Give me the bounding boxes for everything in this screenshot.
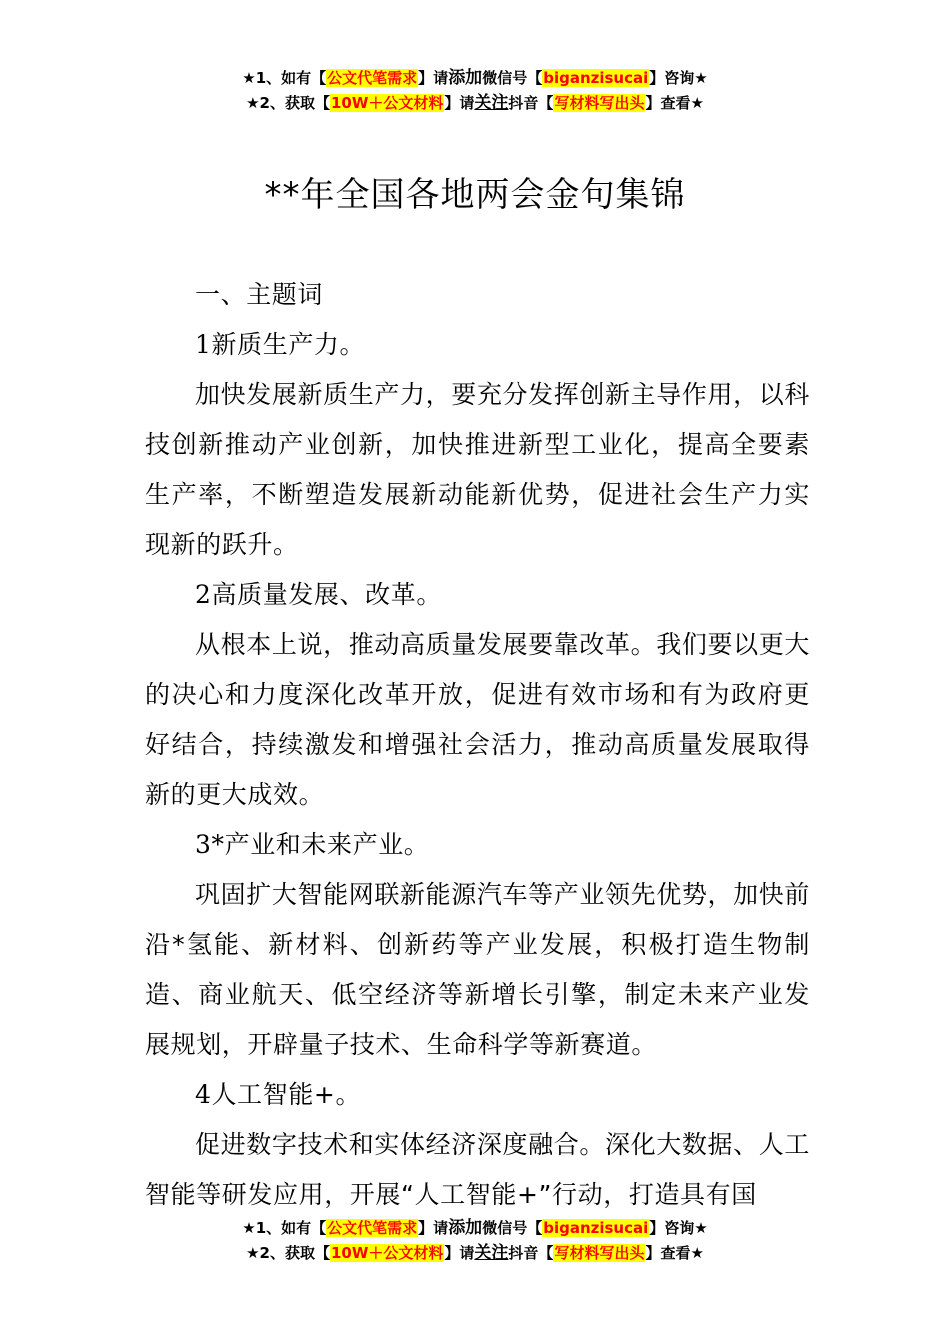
item-paragraph: 从根本上说，推动高质量发展要靠改革。我们要以更大的决心和力度深化改革开放，促进有效市场和有为政府更好结合，持续激发和增强社会活力，推动高质量发展取得新的更大成效。 — [145, 630, 810, 809]
promo-line-2: ★2、获取【10W＋公文材料】请关注抖音【写材料写出头】查看★ — [246, 93, 704, 113]
highlight-service: 公文代笔需求 — [327, 1219, 418, 1237]
item-heading: 4人工智能+。 — [195, 1080, 362, 1109]
section-heading: 一、主题词 — [195, 280, 324, 309]
promo-line-1: ★1、如有【公文代笔需求】请添加微信号【biganzisucai】咨询★ — [242, 68, 708, 88]
promo-banner-header — [0, 66, 950, 116]
item-heading: 2高质量发展、改革。 — [195, 580, 442, 609]
item-heading: 3*产业和未来产业。 — [195, 830, 430, 859]
promo-line-2: ★2、获取【10W＋公文材料】请关注抖音【写材料写出头】查看★ — [246, 1243, 704, 1263]
item-number: 4 — [195, 1080, 212, 1109]
document-body — [145, 270, 810, 1220]
item-paragraph: 促进数字技术和实体经济深度融合。深化大数据、人工智能等研发应用，开展“人工智能+”行动，打造具有国 — [145, 1130, 810, 1209]
document-title: **年全国各地两会金句集锦 — [264, 175, 686, 215]
promo-line-1: ★1、如有【公文代笔需求】请添加微信号【biganzisucai】咨询★ — [242, 1218, 708, 1238]
highlight-douyin-account: 写材料写出头 — [554, 1244, 645, 1262]
highlight-wechat-id: biganzisucai — [543, 1219, 649, 1237]
promo-banner-footer — [0, 1216, 950, 1266]
item-paragraph: 巩固扩大智能网联新能源汽车等产业领先优势，加快前沿*氢能、新材料、创新药等产业发展，积极打造生物制造、商业航天、低空经济等新增长引擎，制定未来产业发展规划，开辟量子技术、生命科学等新赛道。 — [145, 880, 810, 1059]
item-number: 3* — [195, 830, 225, 859]
highlight-materials: 10W＋公文材料 — [330, 1244, 444, 1262]
highlight-wechat-id: biganzisucai — [543, 69, 649, 87]
item-heading: 1新质生产力。 — [195, 330, 366, 359]
item-number: 1 — [195, 330, 212, 359]
item-paragraph: 加快发展新质生产力，要充分发挥创新主导作用，以科技创新推动产业创新，加快推进新型工业化，提高全要素生产率，不断塑造发展新动能新优势，促进社会生产力实现新的跃升。 — [145, 380, 810, 559]
highlight-douyin-account: 写材料写出头 — [554, 94, 645, 112]
highlight-service: 公文代笔需求 — [327, 69, 418, 87]
item-number: 2 — [195, 580, 212, 609]
highlight-materials: 10W＋公文材料 — [330, 94, 444, 112]
